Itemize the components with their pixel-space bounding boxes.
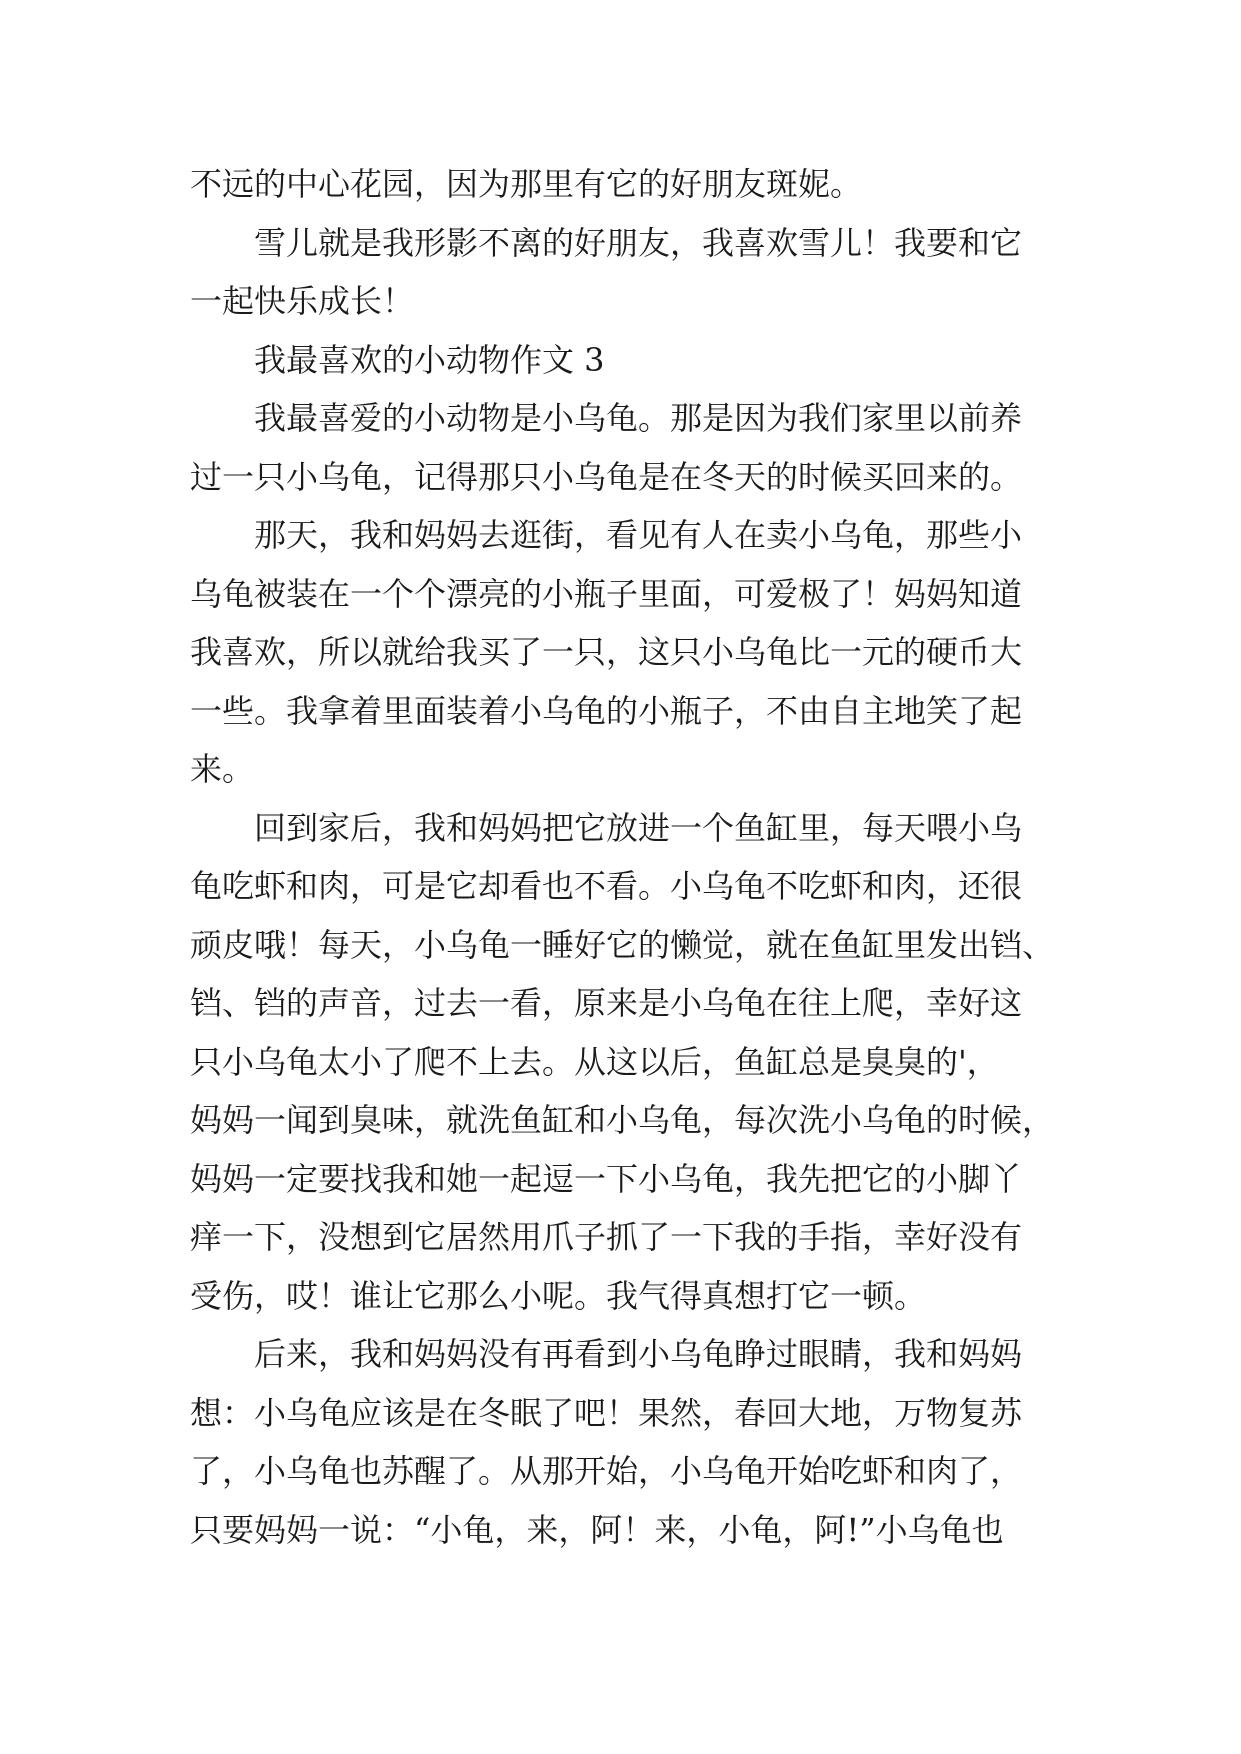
body-text: [190, 155, 1070, 1559]
text-line: 只要妈妈一说：“小龟，来，阿！来，小龟，阿!”小乌龟也: [190, 1510, 1004, 1549]
text-line: 雪儿就是我形影不离的好朋友，我喜欢雪儿！我要和它: [254, 223, 1023, 262]
text-line: 顽皮哦！每天，小乌龟一睡好它的懒觉，就在鱼缸里发出铛、: [190, 925, 1055, 964]
text-line: 受伤，哎！谁让它那么小呢。我气得真想打它一顿。: [190, 1276, 927, 1315]
text-line: 乌龟被装在一个个漂亮的小瓶子里面，可爱极了！妈妈知道: [190, 574, 1023, 613]
text-line: 一起快乐成长！: [190, 282, 415, 320]
text-line: 我最喜爱的小动物是小乌龟。那是因为我们家里以前养: [254, 399, 1023, 437]
text-line: 我喜欢，所以就给我买了一只，这只小乌龟比一元的硬币大: [190, 633, 1023, 671]
text-line: 那天，我和妈妈去逛街，看见有人在卖小乌龟，那些小: [254, 516, 1023, 554]
text-line: 痒一下，没想到它居然用爪子抓了一下我的手指，幸好没有: [190, 1218, 1023, 1256]
text-line: 铛、铛的声音，过去一看，原来是小乌龟在往上爬，幸好这: [190, 984, 1023, 1022]
text-line: 只小乌龟太小了爬不上去。从这以后，鱼缸总是臭臭的'，: [190, 1042, 999, 1081]
text-line: 来。: [190, 750, 255, 788]
text-line: 后来，我和妈妈没有再看到小乌龟睁过眼睛，我和妈妈: [254, 1335, 1023, 1373]
text-line: 过一只小乌龟，记得那只小乌龟是在冬天的时候买回来的。: [190, 457, 1023, 496]
text-line: 妈妈一定要找我和她一起逗一下小乌龟，我先把它的小脚丫: [190, 1159, 1023, 1198]
text-line: 回到家后，我和妈妈把它放进一个鱼缸里，每天喂小乌: [254, 808, 1023, 847]
text-line: 妈妈一闻到臭味，就洗鱼缸和小乌龟，每次洗小乌龟的时候，: [190, 1101, 1055, 1139]
text-line: 一些。我拿着里面装着小乌龟的小瓶子，不由自主地笑了起: [190, 691, 1023, 730]
text-line: 想：小乌龟应该是在冬眠了吧！果然，春回大地，万物复苏: [190, 1393, 1023, 1432]
text-line: 龟吃虾和肉，可是它却看也不看。小乌龟不吃虾和肉，还很: [190, 867, 1023, 905]
text-line: 了，小乌龟也苏醒了。从那开始，小乌龟开始吃虾和肉了，: [190, 1452, 1023, 1490]
text-line: 不远的中心花园，因为那里有它的好朋友斑妮。: [190, 165, 863, 203]
text-line: 我最喜欢的小动物作文 3: [254, 340, 605, 379]
